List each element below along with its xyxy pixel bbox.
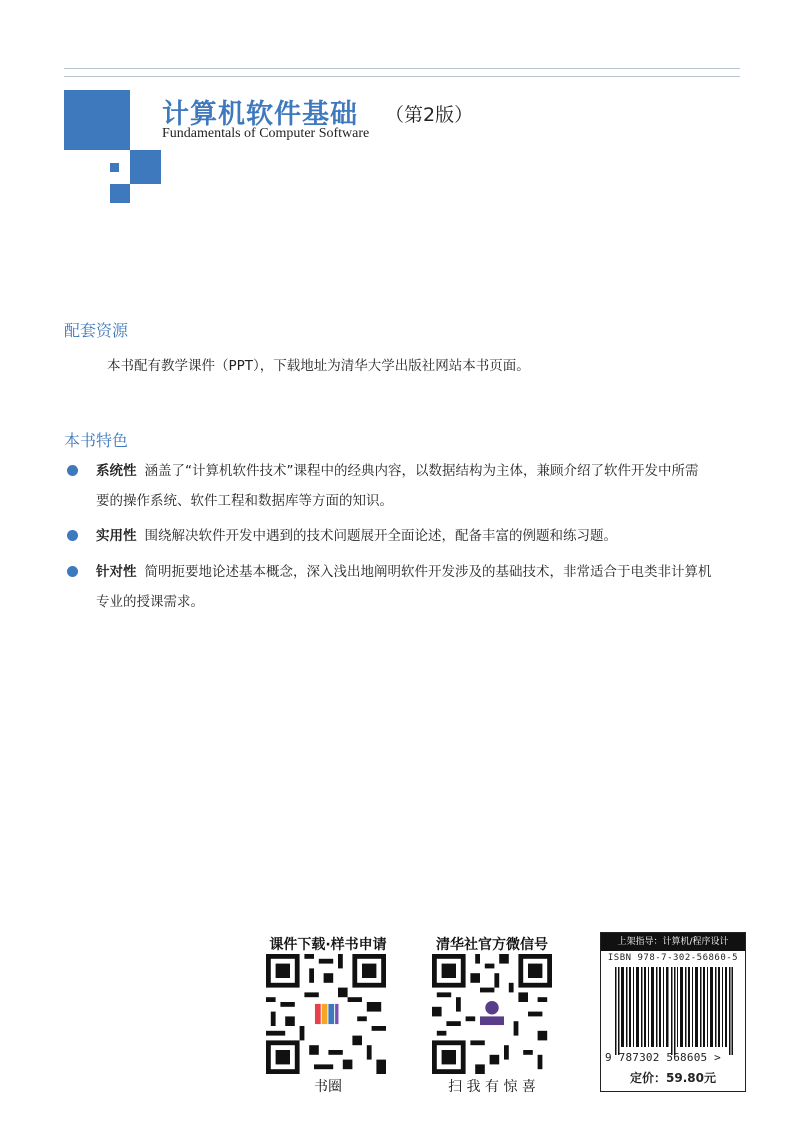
- feature-text: 围绕解决软件开发中遇到的技术问题展开全面论述，配备丰富的例题和练习题。: [144, 528, 617, 544]
- feature-text-cont: 专业的授课需求。: [96, 594, 204, 610]
- feature-item: [96, 521, 746, 551]
- price-label: 定价：59.80元: [630, 1071, 716, 1085]
- feature-text: 简明扼要地论述基本概念，深入浅出地阐明软件开发涉及的基础技术，非常适合于电类非计算机: [144, 564, 712, 580]
- isbn-text: ISBN 978-7-302-56860-5: [607, 953, 739, 963]
- feature-keyword: 实用性: [96, 528, 137, 544]
- resources-text: 本书配有教学课件（PPT），下载地址为清华大学出版社网站本书页面。: [107, 358, 530, 374]
- bullet-icon: [67, 465, 78, 476]
- feature-text-cont: 要的操作系统、软件工程和数据库等方面的知识。: [96, 493, 393, 509]
- top-rule-1: [64, 68, 740, 69]
- qr-bottom-label-2: 扫 我 有 惊 喜: [448, 1079, 536, 1095]
- qr-top-label-1: 课件下载·样书申请: [269, 937, 387, 953]
- features-heading: 本书特色: [64, 431, 129, 450]
- feature-item: [96, 456, 746, 516]
- english-title: Fundamentals of Computer Software: [162, 126, 370, 141]
- qr-bottom-label-1: 书圈: [314, 1079, 342, 1095]
- qr-code-icon[interactable]: [432, 954, 552, 1074]
- barcode-icon: [615, 967, 733, 1055]
- feature-text: 涵盖了“计算机软件技术”课程中的经典内容，以数据结构为主体，兼顾介绍了软件开发中所需: [144, 463, 699, 479]
- feature-item: [96, 557, 746, 617]
- feature-keyword: 针对性: [96, 564, 137, 580]
- isbn-box: [600, 932, 746, 1092]
- resources-heading: 配套资源: [64, 321, 129, 340]
- qr-code-icon[interactable]: [266, 954, 386, 1074]
- edition-label: （第2版）: [385, 104, 474, 126]
- bullet-icon: [67, 566, 78, 577]
- book-title: 计算机软件基础: [162, 99, 358, 130]
- barcode-digits: 9 787302 568605 >: [605, 1051, 721, 1064]
- category-label: 上架指导：计算机/程序设计: [601, 933, 745, 951]
- qr-top-label-2: 清华社官方微信号: [436, 937, 548, 953]
- bullet-icon: [67, 530, 78, 541]
- feature-keyword: 系统性: [96, 463, 137, 479]
- top-rule-2: [64, 76, 740, 77]
